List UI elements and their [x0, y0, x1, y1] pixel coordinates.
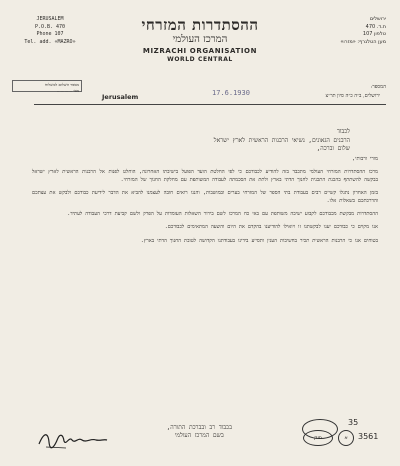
archive-oval-small: א — [338, 430, 354, 446]
contact-phone: Phone 107 — [36, 31, 64, 37]
letter-body — [32, 156, 378, 251]
body-paragraph: אנו מקוים כי כבודכם יענו לבקשתנו זו ויואילו להודיענו בהקדם את היום והשעה המתאימים לכבודכם. — [164, 224, 378, 231]
body-paragraph: בטוחים אנו כי הרבנות הראשית תכיר בחשיבות הענין ותסייע בידינו בעבודתנו הקדושה לטובת החנוך הדתי בארץ. — [140, 237, 378, 244]
body-paragraph: בזמן האחרון נתגלו קשיים רבים בעבודת בתי הספר של המזרחי בערים ובמושבות, והננו רואים חובה לעצמנו להביא את הדבר לידיעת כבודכם ולבקש את עצתכם והדרכתכם בשאלות אלו. — [32, 190, 378, 204]
reference-box-line1: מספר השלום למשלוח — [44, 82, 79, 87]
contact-block-english — [16, 16, 84, 46]
address-line: שלום וברכה, — [316, 145, 350, 152]
reference-label: המספר: — [370, 84, 386, 90]
date-stamp: 17.6.1930 — [212, 89, 250, 97]
address-line: לכבוד — [336, 128, 350, 135]
reference-box — [12, 80, 82, 92]
archive-file-number: 3561 — [358, 432, 379, 441]
body-paragraph: ההסתדרות מבקשת מכבודכם לקבוע ישיבה משותפת עם באי כח המרכז לשם בירור השאלות העומדות על הפרק ולשם קביעת דרכי העבודה לעתיד. — [67, 211, 378, 218]
closing-line: בכבוד רב ובברכת התורה, — [166, 424, 232, 431]
archive-oval-label: תיק — [303, 430, 333, 446]
closing — [167, 424, 232, 440]
contact-phone-he: טלפון 107 — [362, 31, 386, 37]
contact-city: JERUSALEM — [36, 16, 64, 22]
contact-pob-he: ת.ד. 470 — [365, 23, 386, 30]
org-subtitle-hebrew: המרכז העולמי — [172, 34, 228, 45]
date-city: Jerusalem — [102, 93, 139, 101]
body-paragraph: מרכז ההסתדרות המזרחי העולמי מתכבד בזה להודיע לכבודכם כי לפי החלטת הועד הפועל בישיבתו האחרונה, הוחלט לפנות אל הרבנות הראשית לארץ ישראל בבקשה להשתתף בהכנת התכנית לחנוך הדתי בארץ ולתת את הסכמתה לעבודה המשותפת עם מחלקת החנוך של המזרחי. — [32, 169, 378, 183]
contact-city-he: ירושלים — [369, 16, 386, 22]
reference-box-line2: מס׳ ............ — [56, 87, 79, 93]
contact-telegraph: Tel. add. «MAZRO» — [24, 38, 76, 45]
contact-block-hebrew — [308, 16, 386, 46]
address-line: הרבנים הגאונים, נשיאי הרבנות הראשית לארץ ישראל — [213, 136, 350, 144]
date-hebrew: ירושלים, ב״ה כ״ה סיון תר״צ — [325, 93, 380, 99]
closing-line: בשם המרכז העולמי — [174, 432, 224, 439]
recipient-address — [100, 128, 350, 154]
org-name-english: MIZRACHI ORGANISATION — [142, 47, 258, 55]
org-subtitle-english: WORLD CENTRAL — [167, 56, 233, 63]
contact-telegraph-he: מען הטלגרף: «מזרו» — [340, 38, 386, 45]
header-rule — [34, 104, 386, 105]
org-name-hebrew: ההסתדרות המזרחי — [141, 16, 259, 34]
archive-number: 35 — [348, 418, 359, 427]
handwritten-signature — [36, 428, 110, 452]
body-paragraph: מורי ורבותי, — [352, 156, 378, 162]
contact-pob: P.O.B. 470 — [34, 23, 66, 30]
